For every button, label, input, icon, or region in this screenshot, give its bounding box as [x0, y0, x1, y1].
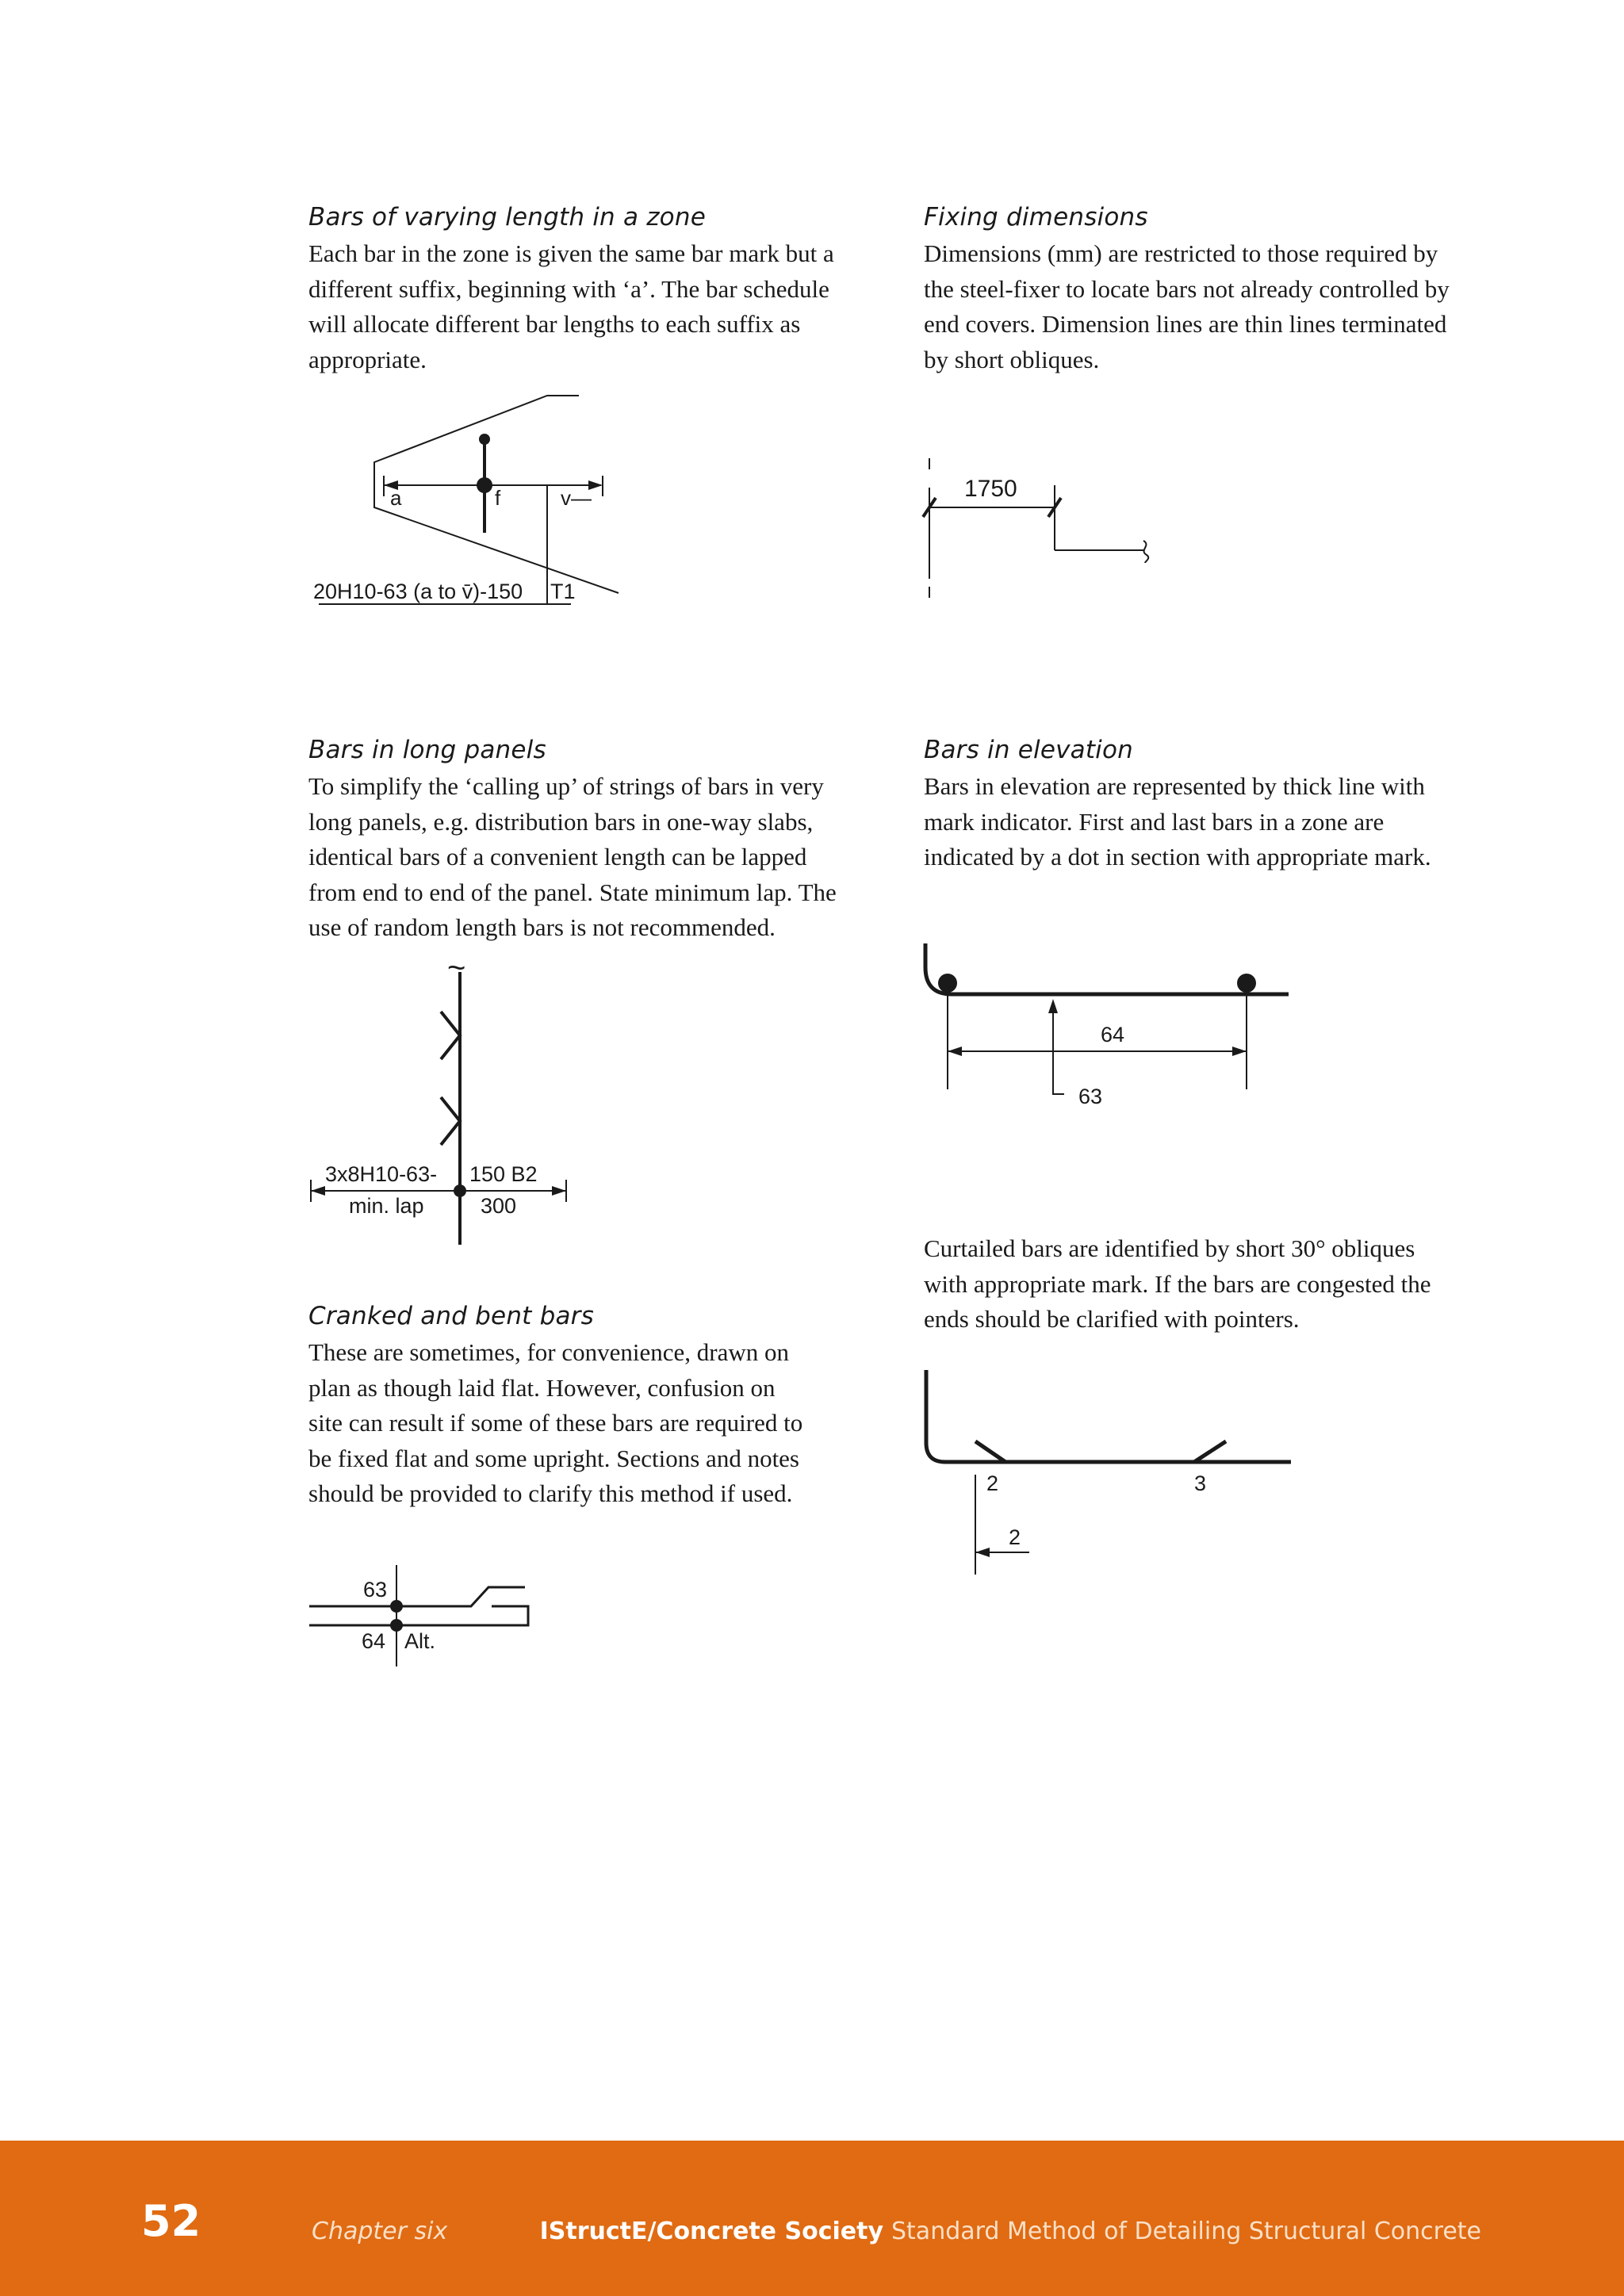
elevation-bar	[925, 943, 1289, 994]
text-line: plan as though laid flat. However, confusion on	[308, 1373, 776, 1402]
callout-layer: T1	[550, 580, 576, 603]
pointer-dot	[479, 434, 490, 445]
paragraph-varying-length	[308, 236, 870, 377]
text-line: Bars in elevation are represented by thick line with	[924, 772, 1425, 800]
extent-arrow-right	[552, 1186, 566, 1196]
bar-dot-top	[390, 1600, 403, 1613]
text-line: mark indicator. First and last bars in a zone are	[924, 807, 1385, 836]
label-left-bottom: min. lap	[349, 1194, 424, 1218]
callout-text: 20H10-63 (a to v̄)-150	[313, 580, 523, 603]
text-line: indicated by a dot in section with appropriate mark.	[924, 843, 1431, 871]
text-line: identical bars of a convenient length can be lapped	[308, 843, 807, 871]
figure-curtailed	[920, 1364, 1300, 1578]
paragraph-elevation	[924, 769, 1495, 875]
text-line: site can result if some of these bars are required to	[308, 1409, 803, 1437]
dimension-value: 1750	[964, 476, 1017, 502]
text-line: Each bar in the zone is given the same bar mark but a	[308, 239, 834, 267]
lap-mark-1	[441, 1012, 460, 1059]
mark-left: 2	[986, 1471, 999, 1495]
text-line: These are sometimes, for convenience, drawn on	[308, 1338, 789, 1366]
label-right-bottom: 300	[481, 1194, 517, 1218]
dimension-mark: 64	[1101, 1023, 1125, 1047]
bent-bar	[309, 1606, 528, 1625]
text-line: end covers. Dimension lines are thin lines terminated	[924, 310, 1447, 339]
page-number: 52	[141, 2196, 201, 2246]
cranked-bar	[309, 1587, 525, 1606]
chapter-label: Chapter six	[312, 2218, 448, 2245]
text-line: by short obliques.	[924, 345, 1100, 373]
text-line: different suffix, beginning with ‘a’. The bar schedule	[308, 274, 829, 303]
mark-right: 3	[1194, 1471, 1207, 1495]
text-line: Dimensions (mm) are restricted to those required by	[924, 239, 1438, 267]
figure-elevation	[920, 936, 1300, 1126]
pointer-mark: 2	[1009, 1525, 1021, 1549]
bar-dot	[477, 477, 492, 493]
paragraph-long-panels	[308, 769, 870, 946]
break-tilde: ~	[447, 951, 466, 985]
text-line: long panels, e.g. distribution bars in one-way slabs,	[308, 807, 814, 836]
pointer-arrow	[975, 1548, 990, 1557]
label-right-top: 150 B2	[469, 1162, 538, 1186]
lap-mark-2	[441, 1097, 460, 1145]
curtailed-bar	[926, 1370, 1291, 1462]
label-left-top: 3x8H10-63-	[325, 1162, 438, 1186]
label-f: f	[495, 486, 501, 510]
paragraph-curtailed	[924, 1231, 1495, 1337]
text-line: To simplify the ‘calling up’ of strings of bars in very	[308, 772, 824, 800]
text-line: with appropriate mark. If the bars are congested the	[924, 1269, 1431, 1298]
figure-long-panels	[301, 951, 587, 1253]
text-line: from end to end of the panel. State minimum lap. The	[308, 878, 837, 906]
label-v: v—	[561, 486, 592, 510]
heading-long-panels: Bars in long panels	[308, 736, 546, 764]
heading-elevation: Bars in elevation	[924, 736, 1134, 764]
text-line: ends should be clarified with pointers.	[924, 1305, 1300, 1334]
text-line: will allocate different bar lengths to each suffix as	[308, 310, 801, 339]
oblique-left	[975, 1441, 1005, 1462]
paragraph-fixing-dimensions	[924, 236, 1495, 377]
zone-arrow-right	[1232, 1047, 1247, 1056]
text-line: Curtailed bars are identified by short 30° obliques	[924, 1234, 1415, 1262]
break-symbol	[1143, 541, 1148, 563]
bar-dot	[454, 1184, 466, 1197]
text-line: the steel-fixer to locate bars not already controlled by	[924, 274, 1450, 303]
publication-title	[540, 2218, 1481, 2245]
mark-bottom: 64	[362, 1629, 386, 1653]
alt-note: Alt.	[404, 1629, 436, 1653]
paragraph-cranked	[308, 1335, 879, 1512]
pointer-arrow	[1048, 999, 1058, 1013]
oblique-right	[1194, 1441, 1226, 1462]
text-line: use of random length bars is not recommended.	[308, 913, 776, 942]
publisher-name: IStructE/Concrete Society	[539, 2218, 883, 2245]
mark-top: 63	[363, 1578, 388, 1601]
text-line: should be provided to clarify this method if used.	[308, 1479, 793, 1508]
figure-fixing-dimensions	[920, 452, 1158, 603]
bar-dot-bottom	[390, 1619, 403, 1632]
pointer-mark: 63	[1078, 1085, 1103, 1108]
heading-fixing-dimensions: Fixing dimensions	[924, 203, 1148, 232]
figure-varying-length	[301, 381, 634, 618]
figure-cranked	[301, 1554, 539, 1681]
heading-cranked: Cranked and bent bars	[308, 1302, 594, 1330]
text-line: appropriate.	[308, 345, 427, 373]
label-a: a	[390, 486, 402, 510]
heading-varying-length: Bars of varying length in a zone	[308, 203, 706, 232]
text-line: be fixed flat and some upright. Sections and notes	[308, 1444, 800, 1472]
zone-arrow-left	[948, 1047, 962, 1056]
book-title: Standard Method of Detailing Structural Concrete	[891, 2218, 1481, 2245]
extent-arrow-left	[311, 1186, 325, 1196]
